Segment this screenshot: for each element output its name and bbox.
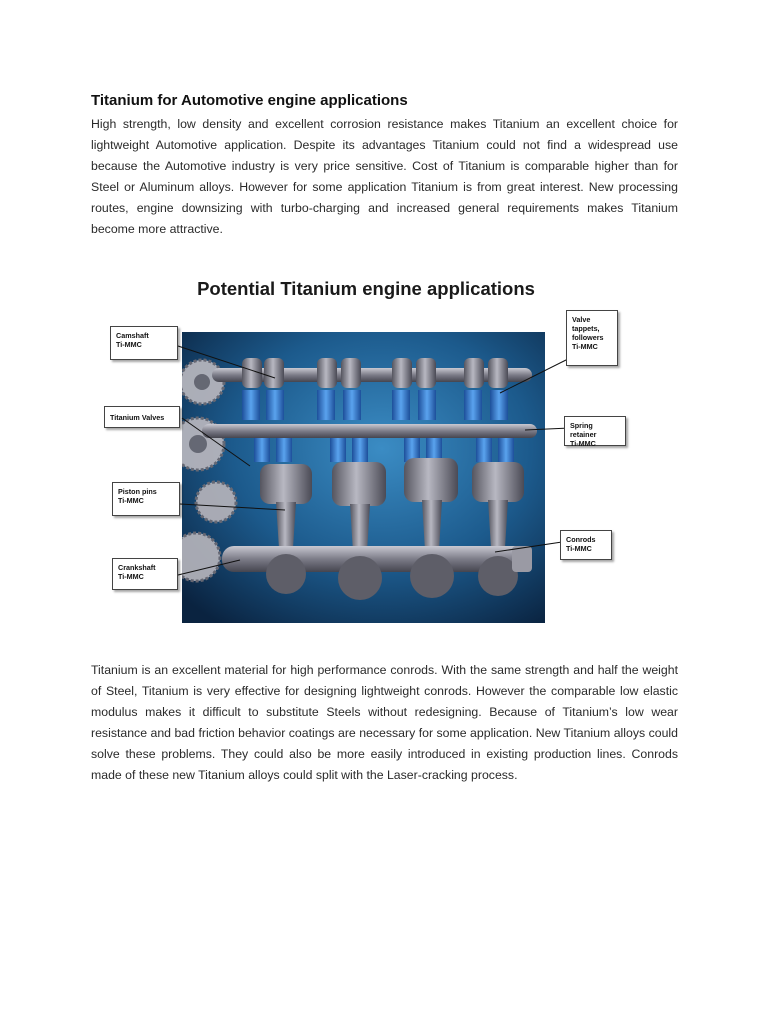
document-heading: Titanium for Automotive engine applications — [91, 92, 408, 109]
engine-figure — [100, 270, 630, 630]
figure-title: Potential Titanium engine applications — [197, 278, 535, 299]
intro-paragraph: High strength, low density and excellent corrosion resistance makes Titanium an excellent choice for lightweight Automotive application. Despite its advantages Titanium could not find a widespread use because the Automotive industry is very price sensitive. Cost of Titanium is comparable higher than for Steel or Aluminum alloys. However for some application Titanium is from great interest. New processing routes, engine downsizing with turbo-charging and increased general requirements makes Titanium become more attractive. — [91, 117, 678, 236]
callout-conrods: Conrods Ti-MMC — [560, 530, 612, 560]
engine-illustration — [182, 332, 545, 623]
callout-piston-pins: Piston pins Ti-MMC — [112, 482, 180, 516]
callout-crankshaft: Crankshaft Ti-MMC — [112, 558, 178, 590]
callout-spring-retainer: Spring retainer Ti-MMC — [564, 416, 626, 446]
callout-titanium-valves: Titanium Valves — [104, 406, 180, 428]
camshaft-lower — [202, 424, 537, 438]
conrods-paragraph: Titanium is an excellent material for high performance conrods. With the same strength and half the weight of Steel, Titanium is very effective for designing lightweight conrods. However the comparable low elastic modulus makes it difficult to substitute Steels without redesigning. Because of Titanium’s low wear resistance and bad friction behavior coatings are necessary for some application. New Titanium alloys could solve these problems. They could also be more easily introduced in existing production lines. Conrods made of these new Titanium alloys could split with the Laser-cracking process. — [91, 663, 678, 782]
callout-valve-tappets: Valve tappets, followers Ti-MMC — [566, 310, 618, 366]
callout-camshaft: Camshaft Ti-MMC — [110, 326, 178, 360]
